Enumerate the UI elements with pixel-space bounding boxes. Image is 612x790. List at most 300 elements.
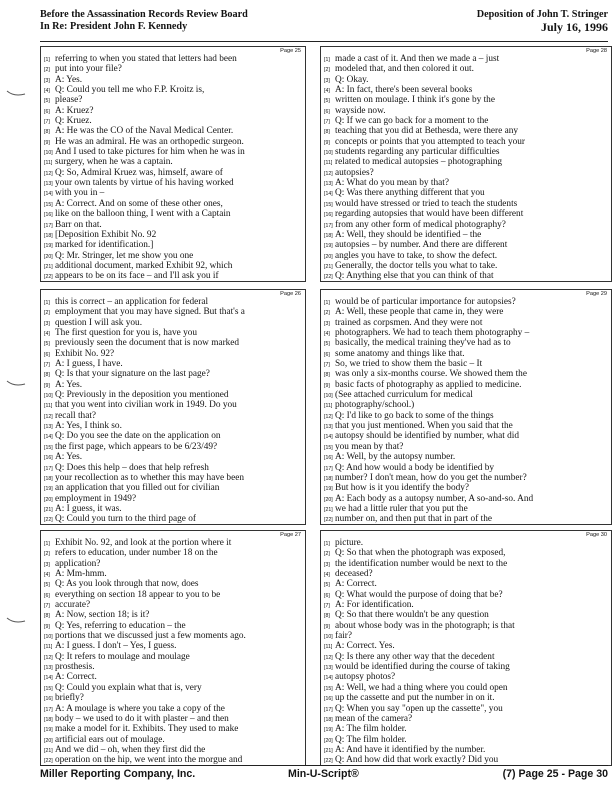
line-text: surgery, when he was a captain.	[55, 157, 173, 168]
line-number: [18]	[44, 475, 53, 482]
line-text: A: Kruez?	[55, 105, 94, 116]
line-text: Barr on that.	[55, 219, 102, 230]
transcript-line	[44, 641, 303, 651]
transcript-page	[40, 46, 306, 282]
line-number: [13]	[324, 424, 333, 431]
line-number: [21]	[324, 506, 333, 513]
line-text: wayside now.	[335, 105, 386, 116]
header-left	[40, 9, 248, 33]
line-number: [1]	[44, 541, 50, 547]
line-number: [4]	[44, 88, 50, 95]
line-text: this is correct – an application for federal	[55, 297, 209, 307]
transcript-line	[324, 504, 609, 514]
line-number: [10]	[44, 150, 53, 157]
line-text: would be identified during the course of taking	[335, 662, 510, 673]
transcript-page	[40, 530, 306, 766]
transcript-line	[324, 610, 609, 620]
deposition-date: July 16, 1996	[540, 20, 608, 34]
transcript-line	[324, 514, 609, 524]
line-number: [22]	[44, 517, 53, 524]
line-text: Q: Anything else that you can think of that	[335, 271, 494, 282]
transcript-line	[44, 569, 303, 579]
line-number: [6]	[324, 351, 330, 358]
transcript-line	[44, 328, 303, 338]
line-text: Q: What would the purpose of doing that be?	[335, 589, 503, 600]
line-text: modeled that, and then colored it out.	[335, 64, 474, 75]
line-text: employment that you may have signed. But that's a	[55, 307, 245, 318]
transcript-line	[44, 662, 303, 672]
transcript-line	[324, 251, 609, 261]
header-rule	[40, 41, 608, 42]
line-text: previously seen the document that is now marked	[55, 338, 240, 349]
transcript-line	[324, 463, 609, 473]
transcript-line	[324, 307, 609, 317]
line-text: A: Well, these people that came in, they were	[335, 307, 504, 318]
line-text: additional document, marked Exhibit 92, which	[55, 260, 233, 271]
line-text: A: Each body as a autopsy number, A so-and-so. And	[335, 493, 534, 504]
transcript-line	[324, 683, 609, 693]
margin-mark	[6, 378, 26, 388]
line-number: [12]	[324, 170, 333, 177]
transcript-line	[324, 380, 609, 390]
line-number: [9]	[324, 382, 330, 389]
line-number: [7]	[324, 603, 330, 610]
line-number: [7]	[44, 362, 50, 369]
line-number: [20]	[44, 496, 53, 503]
transcript-line	[324, 411, 609, 421]
transcript-line	[324, 188, 609, 198]
page-range: (7) Page 25 - Page 30	[502, 768, 608, 780]
min-u-script-mark: Min-U-Script®	[288, 768, 359, 780]
line-text: A: I guess, it was.	[55, 503, 122, 514]
line-text: Q: Mr. Stringer, let me show you one	[55, 250, 194, 261]
transcript-line	[324, 116, 609, 126]
transcript-line	[324, 328, 609, 338]
line-text: refers to education, under number 18 on the	[55, 548, 218, 559]
line-number: [18]	[44, 716, 53, 723]
line-number: [20]	[44, 737, 53, 744]
transcript-line	[324, 693, 609, 703]
transcript-line	[324, 220, 609, 230]
transcript-line	[44, 610, 303, 620]
transcript-line	[44, 199, 303, 209]
line-number: [7]	[44, 119, 50, 126]
line-text: up the cassette and put the number in on it.	[335, 693, 495, 704]
line-text: autopsies?	[335, 167, 374, 178]
line-text: students regarding any particular difficulties	[335, 147, 500, 158]
line-text: Q: Yes, referring to education – the	[55, 620, 186, 631]
line-number: [11]	[44, 160, 53, 167]
transcript-page	[320, 289, 612, 525]
line-text: Q: So, Admiral Kruez was, himself, aware of	[55, 167, 223, 178]
line-number: [4]	[324, 88, 330, 95]
line-number: [11]	[324, 644, 333, 651]
line-text: mean of the camera?	[335, 713, 413, 724]
line-text: picture.	[335, 538, 364, 548]
line-number: [8]	[44, 372, 50, 379]
transcript-line	[44, 220, 303, 230]
transcript-line	[324, 621, 609, 631]
transcript-line	[44, 75, 303, 85]
transcript-line	[324, 199, 609, 209]
transcript-line	[324, 390, 609, 400]
line-text: was only a six-months course. We showed them the	[335, 369, 527, 380]
line-text: A: Correct. And on some of these other ones,	[55, 198, 223, 209]
line-number: [15]	[44, 201, 53, 208]
transcript-line	[324, 538, 609, 548]
line-number: [21]	[44, 747, 53, 754]
line-text: Q: Could you tell me who F.P. Kroitz is,	[55, 85, 205, 96]
line-text: Q: So that there wouldn't be any question	[335, 610, 489, 621]
line-number: [2]	[44, 310, 50, 317]
transcript-line	[44, 559, 303, 569]
line-number: [7]	[324, 119, 330, 126]
transcript-line	[44, 431, 303, 441]
transcript-line	[324, 473, 609, 483]
line-text: A: A moulage is where you take a copy of the	[55, 703, 225, 714]
line-text: A: For identification.	[335, 600, 414, 611]
transcript-line	[44, 188, 303, 198]
line-number: [15]	[324, 201, 333, 208]
line-text: teaching that you did at Bethesda, were there any	[335, 126, 519, 137]
transcript-line	[324, 359, 609, 369]
transcript-line	[44, 251, 303, 261]
page-number: Page 27	[280, 532, 301, 538]
line-text: Q: Was there anything different that you	[335, 188, 485, 199]
line-text: photography/school.)	[335, 400, 415, 411]
transcript-line	[44, 400, 303, 410]
line-number: [18]	[324, 232, 333, 239]
line-number: [22]	[324, 274, 333, 281]
line-number: [1]	[44, 300, 50, 306]
transcript-line	[44, 463, 303, 473]
line-text: Q: Do you see the date on the application on	[55, 431, 221, 442]
line-text: portions that we discussed just a few moments ago.	[55, 631, 246, 642]
line-text: application?	[55, 558, 101, 569]
line-text: A: Well, by the autopsy number.	[335, 452, 456, 463]
transcript-line	[324, 745, 609, 755]
transcript-line	[324, 126, 609, 136]
line-number: [12]	[44, 170, 53, 177]
transcript-line	[44, 261, 303, 271]
transcript-line	[44, 95, 303, 105]
line-number: [14]	[324, 675, 333, 682]
line-text: And we did – oh, when they first did the	[55, 744, 206, 755]
line-text: Q: When you say "open up the cassette", you	[335, 703, 503, 714]
line-number: [13]	[44, 424, 53, 431]
transcript-line	[44, 168, 303, 178]
line-text: He was an admiral. He was an orthopedic surgeon.	[55, 136, 244, 147]
line-text: Q: The film holder.	[335, 734, 407, 745]
transcript-line	[44, 297, 303, 307]
margin-mark	[6, 88, 26, 98]
transcript-line	[44, 652, 303, 662]
line-number: [9]	[44, 623, 50, 630]
transcript-line	[44, 240, 303, 250]
line-number: [5]	[324, 341, 330, 348]
line-text: that you went into civilian work in 1949. Do you	[55, 400, 237, 411]
line-number: [16]	[44, 455, 53, 462]
line-text: autopsy photos?	[335, 672, 396, 683]
line-number: [8]	[44, 129, 50, 136]
line-text: Q: Kruez.	[55, 116, 92, 127]
transcript-line	[44, 54, 303, 64]
line-number: [11]	[324, 403, 333, 410]
line-number: [16]	[324, 212, 333, 219]
transcript-line	[44, 64, 303, 74]
line-text: Q: Okay.	[335, 74, 369, 85]
line-text: A: Yes.	[55, 379, 83, 390]
line-number: [18]	[44, 232, 53, 239]
line-text: trained as corpsmen. And they were not	[335, 317, 483, 328]
line-text: question I will ask you.	[55, 317, 143, 328]
transcript-line	[44, 421, 303, 431]
line-text: A: What do you mean by that?	[335, 178, 449, 189]
line-text: Exhibit No. 92?	[55, 348, 115, 359]
line-text: Q: Could you turn to the third page of	[55, 514, 196, 525]
line-number: [17]	[44, 706, 53, 713]
transcript-line	[44, 411, 303, 421]
line-text: made a cast of it. And then we made a – just	[335, 54, 500, 64]
case-title: In Re: President John F. Kennedy	[40, 21, 188, 32]
transcript-line	[324, 318, 609, 328]
line-text: [Deposition Exhibit No. 92	[55, 229, 157, 240]
line-number: [9]	[44, 139, 50, 146]
transcript-line	[44, 271, 303, 281]
line-number: [15]	[324, 685, 333, 692]
line-text: related to medical autopsies – photographing	[335, 157, 503, 168]
line-number: [6]	[324, 108, 330, 115]
line-text: marked for identification.]	[55, 240, 154, 251]
transcript-line	[324, 168, 609, 178]
line-number: [8]	[324, 129, 330, 136]
line-number: [1]	[324, 300, 330, 306]
transcript-line	[44, 483, 303, 493]
line-text: Q: And how did that work exactly? Did you	[335, 755, 499, 766]
line-text: please?	[55, 95, 83, 106]
transcript-line	[324, 64, 609, 74]
line-number: [9]	[324, 139, 330, 146]
transcript-line	[324, 569, 609, 579]
line-number: [5]	[324, 98, 330, 105]
line-text: deceased?	[335, 569, 373, 580]
line-text: Q: I'd like to go back to some of the things	[335, 410, 494, 421]
line-number: [14]	[44, 191, 53, 198]
transcript-line	[324, 54, 609, 64]
page-footer	[40, 768, 608, 784]
transcript-line	[44, 178, 303, 188]
line-text: And I used to take pictures for him when he was in	[55, 147, 245, 158]
deposition-title: Deposition of John T. Stringer	[476, 9, 608, 20]
line-number: [14]	[44, 434, 53, 441]
company-name: Miller Reporting Company, Inc.	[40, 768, 196, 780]
transcript-line	[324, 579, 609, 589]
line-number: [10]	[324, 634, 333, 641]
line-number: [21]	[324, 747, 333, 754]
line-number: [6]	[44, 592, 50, 599]
transcript-line	[44, 85, 303, 95]
transcript-line	[44, 137, 303, 147]
line-text: about whose body was in the photograph; is that	[335, 620, 515, 631]
transcript-line	[44, 452, 303, 462]
transcript-line	[44, 693, 303, 703]
transcript-line	[44, 548, 303, 558]
line-text: Q: Previously in the deposition you mentioned	[55, 390, 229, 401]
line-number: [1]	[44, 57, 50, 63]
transcript-line	[324, 631, 609, 641]
line-number: [14]	[324, 434, 333, 441]
transcript-line	[324, 704, 609, 714]
line-number: [18]	[324, 475, 333, 482]
line-text: A: Correct.	[335, 579, 377, 590]
line-number: [5]	[44, 582, 50, 589]
line-text: A: In fact, there's been several books	[335, 85, 473, 96]
transcript-line	[324, 369, 609, 379]
line-number: [12]	[324, 413, 333, 420]
line-number: [1]	[324, 57, 330, 63]
line-number: [10]	[324, 393, 333, 400]
line-number: [15]	[324, 444, 333, 451]
line-number: [4]	[44, 331, 50, 338]
transcript-line	[324, 735, 609, 745]
transcript-line	[44, 390, 303, 400]
transcript-line	[44, 514, 303, 524]
transcript-line	[44, 442, 303, 452]
line-text: Q: It refers to moulage and moulage	[55, 651, 190, 662]
line-number: [7]	[324, 362, 330, 369]
line-number: [6]	[44, 351, 50, 358]
line-number: [14]	[44, 675, 53, 682]
transcript-line	[44, 538, 303, 548]
transcript-line	[324, 209, 609, 219]
line-number: [11]	[44, 644, 53, 651]
line-text: Q: Is that your signature on the last page?	[55, 369, 210, 380]
line-number: [2]	[324, 551, 330, 558]
line-text: body – we used to do it with plaster – and then	[55, 713, 229, 724]
line-text: prosthesis.	[55, 662, 95, 673]
line-text: angles you have to take, to show the defect.	[335, 250, 498, 261]
line-number: [19]	[324, 486, 333, 493]
transcript-line	[44, 735, 303, 745]
line-number: [13]	[324, 181, 333, 188]
line-text: A: Mm-hmm.	[55, 569, 107, 580]
line-number: [2]	[44, 551, 50, 558]
line-number: [2]	[324, 310, 330, 317]
transcript-line	[324, 240, 609, 250]
transcript-line	[324, 137, 609, 147]
line-number: [22]	[44, 758, 53, 765]
transcript-line	[324, 559, 609, 569]
transcript-line	[324, 271, 609, 281]
line-number: [8]	[324, 372, 330, 379]
line-text: photographers. We had to teach them photography –	[335, 328, 530, 339]
transcript-line	[324, 662, 609, 672]
transcript-line	[324, 85, 609, 95]
line-text: from any other form of medical photography?	[335, 219, 506, 230]
line-number: [22]	[44, 274, 53, 281]
transcript-line	[44, 745, 303, 755]
transcript-line	[324, 548, 609, 558]
line-number: [8]	[44, 613, 50, 620]
line-text: the first page, which appears to be 6/23/49?	[55, 441, 218, 452]
line-number: [3]	[324, 320, 330, 327]
transcript-line	[324, 641, 609, 651]
transcript-line	[44, 473, 303, 483]
line-number: [21]	[324, 263, 333, 270]
line-text: like on the balloon thing, I went with a Captain	[55, 209, 231, 220]
line-number: [21]	[44, 506, 53, 513]
transcript-line	[44, 230, 303, 240]
line-text: referring to when you stated that letters had been	[55, 54, 237, 64]
line-text: operation on the hip, we went into the morgue and	[55, 755, 243, 766]
line-text: recall that?	[55, 410, 97, 421]
line-number: [17]	[324, 706, 333, 713]
transcript-line	[324, 230, 609, 240]
line-number: [20]	[324, 496, 333, 503]
line-number: [12]	[44, 413, 53, 420]
line-number: [16]	[44, 212, 53, 219]
line-text: A: He was the CO of the Naval Medical Center.	[55, 126, 234, 137]
line-text: Q: As you look through that now, does	[55, 579, 199, 590]
transcript-page	[320, 530, 612, 766]
line-text: the identification number would be next to the	[335, 558, 508, 569]
line-number: [17]	[324, 222, 333, 229]
transcript-line	[324, 452, 609, 462]
line-number: [16]	[324, 696, 333, 703]
line-text: basic facts of photography as applied to medicine.	[335, 379, 522, 390]
line-number: [14]	[324, 191, 333, 198]
line-text: A: Well, they should be identified – the	[335, 229, 482, 240]
line-text: regarding autopsies that would have been different	[335, 209, 524, 220]
line-text: Q: And how would a body be identified by	[335, 462, 495, 473]
line-number: [21]	[44, 263, 53, 270]
line-text: written on moulage. I think it's gone by the	[335, 95, 495, 106]
line-number: [4]	[324, 572, 330, 579]
transcript-line	[324, 157, 609, 167]
transcript-line	[324, 421, 609, 431]
transcript-line	[324, 147, 609, 157]
line-number: [13]	[324, 665, 333, 672]
transcript-line	[44, 579, 303, 589]
transcript-line	[324, 755, 609, 765]
transcript-line	[44, 494, 303, 504]
line-number: [17]	[44, 465, 53, 472]
line-number: [9]	[44, 382, 50, 389]
line-number: [20]	[324, 253, 333, 260]
line-text: A: And have it identified by the number.	[335, 744, 486, 755]
line-number: [22]	[324, 517, 333, 524]
line-number: [10]	[44, 634, 53, 641]
line-number: [17]	[324, 465, 333, 472]
transcript-line	[44, 359, 303, 369]
transcript-line	[324, 338, 609, 348]
transcript-line	[44, 209, 303, 219]
line-text: appears to be on its face – and I'll ask you if	[55, 271, 219, 282]
line-text: we had a little ruler that you put the	[335, 503, 468, 514]
line-number: [11]	[324, 160, 333, 167]
margin-mark	[6, 615, 26, 625]
line-text: would have stressed or tried to teach the students	[335, 198, 518, 209]
transcript-line	[324, 652, 609, 662]
line-text: Generally, the doctor tells you what to take.	[335, 260, 498, 271]
line-text: A: I guess. I don't – Yes, I guess.	[55, 641, 177, 652]
transcript-line	[324, 349, 609, 359]
line-text: would be of particular importance for autopsies?	[335, 297, 516, 307]
page-header	[40, 6, 608, 40]
line-text: your recollection as to whether this may have been	[55, 472, 244, 483]
transcript-line	[324, 590, 609, 600]
transcript-line	[44, 106, 303, 116]
